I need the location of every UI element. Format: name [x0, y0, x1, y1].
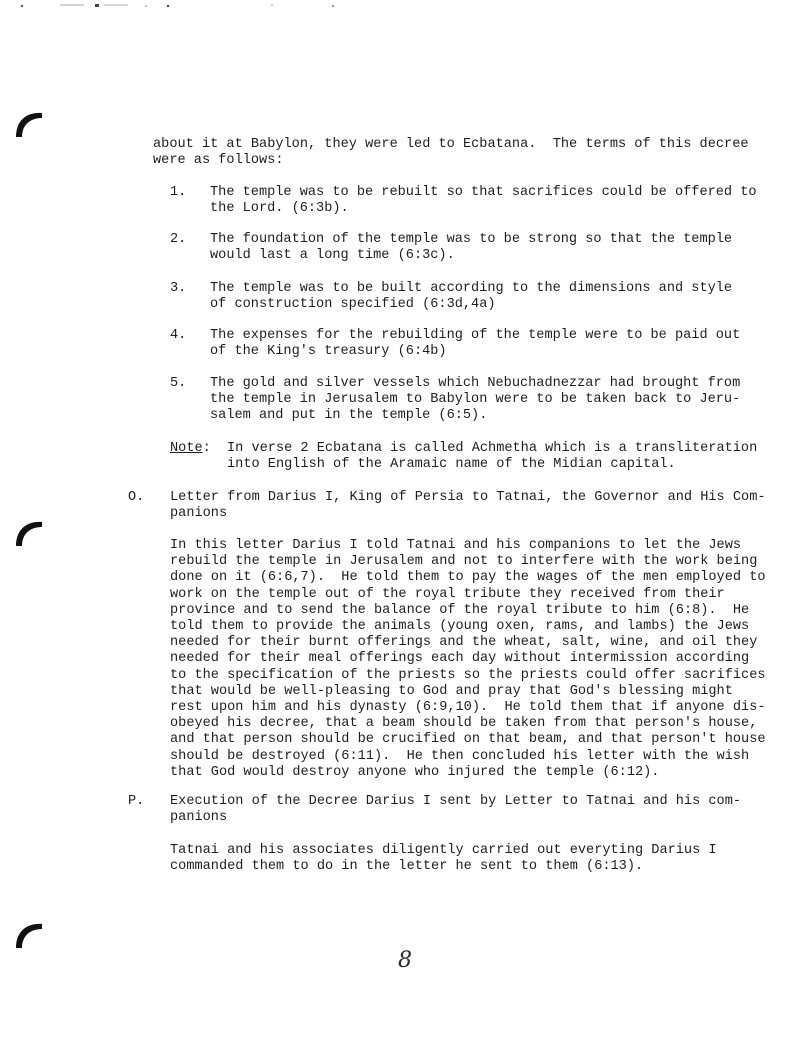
term-number: 2.: [170, 232, 187, 247]
section-p-letter: P.: [128, 794, 145, 809]
intro-line: were as follows:: [153, 153, 284, 169]
term-number: 1.: [170, 185, 187, 200]
term-text: The gold and silver vessels which Nebuchadnezzar had brought from the temple in Jerusalem to Babylon were to be taken back to Jeru- salem and put in the temple (6:5).: [210, 376, 741, 424]
term-text: The temple was to be built according to the dimensions and style of construction specified (6:3d,4a): [210, 281, 733, 313]
section-o-heading: Letter from Darius I, King of Persia to Tatnai, the Governor and His Com- panions: [170, 490, 766, 522]
note-text: In verse 2 Ecbatana is called Achmetha which is a transliteration into English of the Aramaic name of the Midian capital.: [227, 441, 758, 473]
binder-hole-icon: [14, 918, 44, 948]
scan-top-specks: [0, 0, 800, 20]
section-p-body: Tatnai and his associates diligently carried out everyting Darius I commanded them to do in the letter he sent to them (6:13).: [170, 843, 717, 875]
section-o-letter: O.: [128, 490, 145, 505]
section-o-body: In this letter Darius I told Tatnai and his companions to let the Jews rebuild the temple in Jerusalem and not to interfere with the work being done on it (6:6,7). He told them to pay the wages of the men employed to work on the temple out of the royal tribute they received from their province and to send the balance of the royal tribute to him (6:8). He told them to provide the animals (young oxen, rams, and lambs) the Jews needed for their burnt offerings and the wheat, salt, wine, and oil they needed for their meal offerings each day without intermission according to the specification of the priests so the priests could offer sacrifices that would be well-pleasing to God and pray that God's blessing might rest upon him and his dynasty (6:9,10). He told them that if anyone dis- obeyed his decree, that a beam should be taken from that person's house, and that person should be crucified on that beam, and that person't house should be destroyed (6:11). He then concluded his letter with the wish that God would destroy anyone who injured the temple (6:12).: [170, 538, 766, 780]
section-p-heading: Execution of the Decree Darius I sent by Letter to Tatnai and his com- panions: [170, 794, 742, 826]
term-text: The expenses for the rebuilding of the temple were to be paid out of the King's treasury (6:4b): [210, 328, 741, 360]
note-label: Note:: [170, 441, 211, 456]
intro-line: about it at Babylon, they were led to Ecbatana. The terms of this decree: [153, 137, 749, 152]
binder-hole-icon: [14, 107, 44, 137]
page-number: 8: [398, 948, 412, 973]
term-number: 4.: [170, 328, 187, 343]
intro-paragraph: [153, 137, 749, 169]
term-text: The temple was to be rebuilt so that sacrifices could be offered to the Lord. (6:3b).: [210, 185, 757, 217]
binder-hole-icon: [14, 516, 44, 546]
term-number: 5.: [170, 376, 187, 391]
term-number: 3.: [170, 281, 187, 296]
term-text: The foundation of the temple was to be strong so that the temple would last a long time (6:3c).: [210, 232, 733, 264]
